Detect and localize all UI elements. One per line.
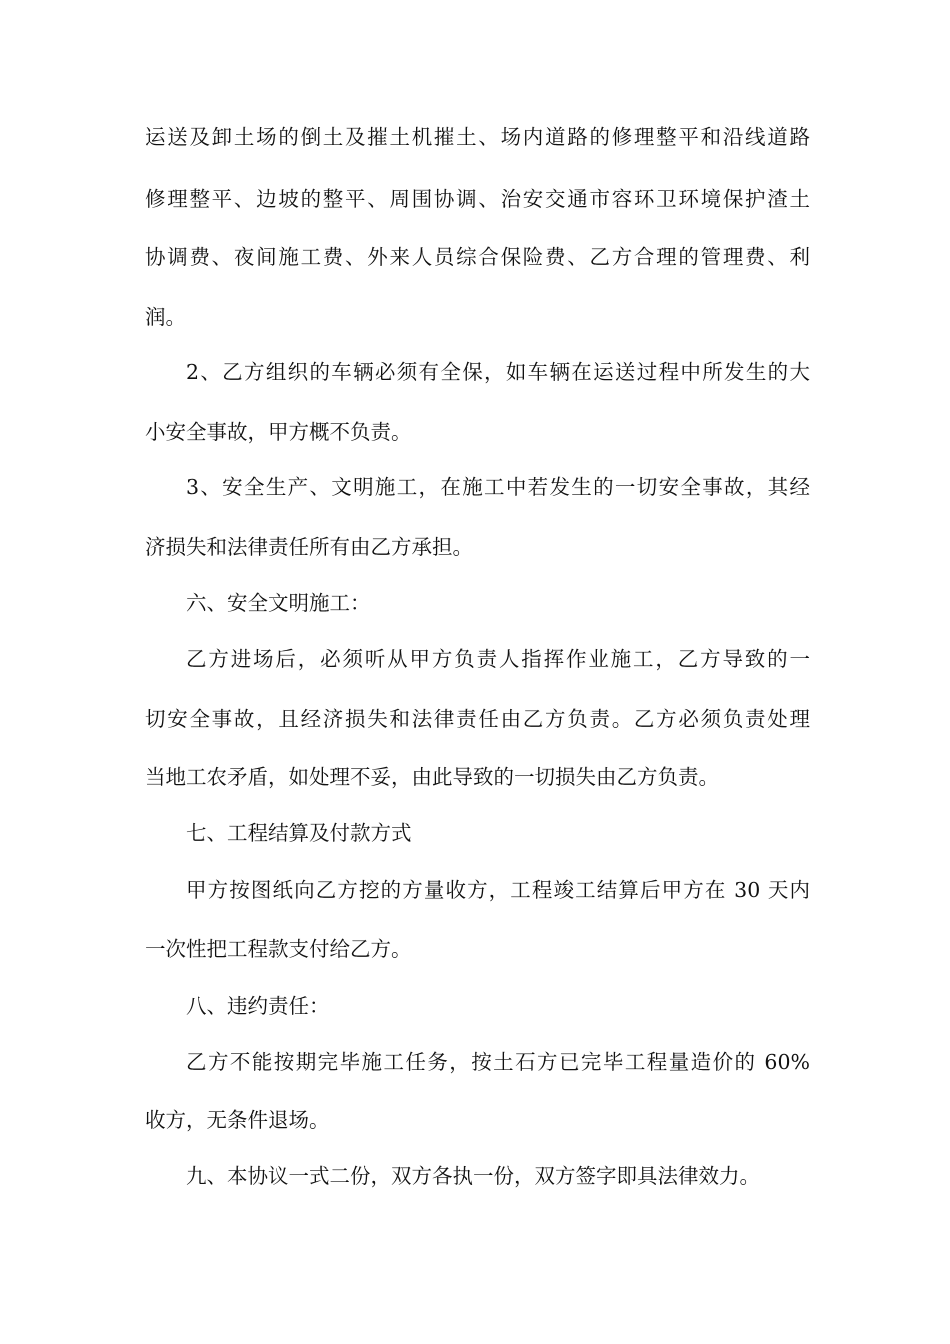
section-heading-liability: 八、违约责任： (186, 994, 330, 1018)
section-heading-settlement: 七、工程结算及付款方式 (186, 821, 412, 845)
clause-2-line: 2、乙方组织的车辆必须有全保，如车辆在运送过程中所发生的大 (186, 360, 810, 384)
paragraph-line: 小安全事故，甲方概不负责。 (145, 420, 412, 444)
paragraph-line: 一次性把工程款支付给乙方。 (145, 937, 412, 961)
section-heading-copies: 九、本协议一式二份，双方各执一份，双方签字即具法律效力。 (186, 1164, 760, 1188)
clause-3-line: 3、安全生产、文明施工，在施工中若发生的一切安全事故，其经 (186, 475, 810, 499)
paragraph-line: 济损失和法律责任所有由乙方承担。 (145, 535, 473, 559)
paragraph-line: 收方，无条件退场。 (145, 1108, 330, 1132)
section-heading-safety: 六、安全文明施工： (186, 591, 371, 615)
paragraph-line: 乙方进场后，必须听从甲方负责人指挥作业施工，乙方导致的一 (186, 647, 810, 671)
paragraph-line: 甲方按图纸向乙方挖的方量收方，工程竣工结算后甲方在 30 天内 (186, 878, 810, 902)
paragraph-line: 润。 (145, 305, 186, 329)
paragraph-line: 乙方不能按期完毕施工任务，按土石方已完毕工程量造价的 60% (186, 1050, 810, 1074)
paragraph-line: 协调费、夜间施工费、外来人员综合保险费、乙方合理的管理费、利 (145, 245, 810, 269)
paragraph-line: 当地工农矛盾，如处理不妥，由此导致的一切损失由乙方负责。 (145, 765, 719, 789)
paragraph-line: 运送及卸土场的倒土及摧土机摧土、场内道路的修理整平和沿线道路 (145, 125, 810, 149)
paragraph-line: 修理整平、边坡的整平、周围协调、治安交通市容环卫环境保护渣土 (145, 187, 810, 211)
paragraph-line: 切安全事故，且经济损失和法律责任由乙方负责。乙方必须负责处理 (145, 707, 810, 731)
